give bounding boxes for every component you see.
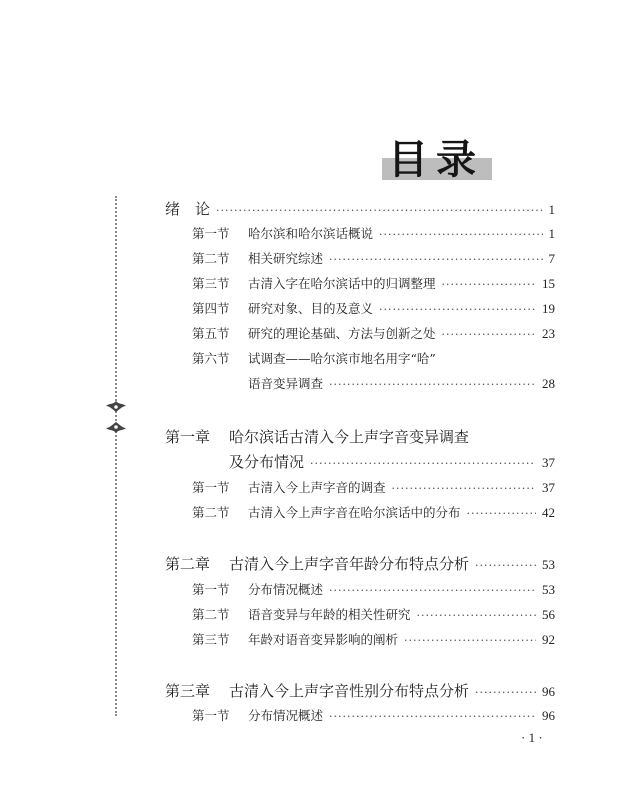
entry-page: 92	[542, 632, 555, 647]
entry-page: 1	[548, 226, 555, 241]
entry-title: 研究的理论基础、方法与创新之处	[248, 326, 436, 341]
entry-page: 19	[542, 301, 555, 316]
entry-page: 1	[548, 202, 555, 217]
entry-number: 第一节	[192, 226, 230, 241]
entry-page: 28	[542, 376, 555, 391]
entry-title: 古清入今上声字音年龄分布特点分析	[229, 555, 470, 573]
entry-number: 第三节	[192, 632, 230, 647]
entry-number: 第二节	[192, 505, 230, 520]
leader-dots	[417, 609, 536, 622]
toc-entry[interactable]	[192, 249, 555, 267]
entry-page: 37	[542, 455, 555, 470]
leader-dots	[475, 559, 536, 572]
leader-dots	[442, 328, 536, 341]
entry-title: 语音变异与年龄的相关性研究	[248, 607, 411, 622]
entry-page: 53	[542, 582, 555, 597]
toc-entry-chapter[interactable]	[165, 426, 555, 447]
entry-number: 第一章	[165, 428, 211, 446]
toc-entry-chapter[interactable]	[165, 553, 555, 574]
leader-dots	[310, 457, 536, 470]
entry-title: 哈尔滨和哈尔滨话概说	[248, 226, 374, 241]
toc-entry[interactable]	[192, 580, 555, 598]
entry-number: 第五节	[192, 326, 230, 341]
page-number: · 1 ·	[521, 730, 543, 745]
entry-number: 第三章	[165, 682, 211, 700]
entry-number: 第二节	[192, 607, 230, 622]
toc-entry-continued[interactable]	[229, 451, 555, 472]
entry-title: 古清入今上声字音在哈尔滨话中的分布	[248, 505, 461, 520]
entry-number: 绪 论	[165, 200, 211, 218]
entry-title: 年龄对语音变异影响的阐析	[248, 632, 399, 647]
entry-page: 15	[542, 276, 555, 291]
entry-page: 37	[542, 480, 555, 495]
leader-dots	[216, 204, 542, 217]
toc-entry[interactable]	[192, 224, 555, 242]
toc-entry[interactable]	[192, 324, 555, 342]
leader-dots	[404, 634, 536, 647]
entry-number: 第四节	[192, 301, 230, 316]
leader-dots	[329, 378, 536, 391]
toc-entry[interactable]	[192, 299, 555, 317]
leader-dots	[379, 303, 536, 316]
entry-title: 古清入今上声字音性别分布特点分析	[229, 682, 470, 700]
entry-number: 第二章	[165, 555, 211, 573]
entry-page: 23	[542, 326, 555, 341]
leader-dots	[467, 507, 536, 520]
toc-entry[interactable]	[192, 349, 555, 367]
toc-entry-continued[interactable]	[248, 374, 555, 392]
entry-title: 古清入今上声字音的调查	[248, 480, 386, 495]
entry-number: 第三节	[192, 276, 230, 291]
entry-number: 第一节	[192, 582, 230, 597]
entry-title: 分布情况概述	[248, 708, 324, 723]
entry-title: 相关研究综述	[248, 251, 324, 266]
toc-entry[interactable]	[192, 630, 555, 648]
entry-title: 分布情况概述	[248, 582, 324, 597]
entry-page: 96	[542, 708, 555, 723]
toc-entry[interactable]	[192, 274, 555, 292]
leader-dots	[475, 686, 536, 699]
entry-title: 语音变异调查	[248, 376, 324, 391]
toc-title-text: 目录	[388, 137, 484, 183]
leader-dots	[379, 228, 542, 241]
toc-entry-intro[interactable]	[165, 198, 555, 219]
leader-dots	[329, 253, 542, 266]
entry-title: 及分布情况	[229, 453, 305, 471]
toc-entry[interactable]	[192, 478, 555, 496]
entry-page: 53	[542, 557, 555, 572]
entry-number: 第一节	[192, 480, 230, 495]
leader-dots	[442, 278, 536, 291]
entry-title: 古清入字在哈尔滨话中的归调整理	[248, 276, 436, 291]
toc-entry[interactable]	[192, 503, 555, 521]
toc-entry[interactable]	[192, 706, 555, 724]
leader-dots	[329, 584, 536, 597]
entry-number: 第二节	[192, 251, 230, 266]
entry-title: 研究对象、目的及意义	[248, 301, 374, 316]
entry-number: 第六节	[192, 351, 230, 366]
leader-dots	[392, 482, 536, 495]
leader-dots	[329, 710, 536, 723]
entry-page: 7	[548, 251, 555, 266]
entry-page: 56	[542, 607, 555, 622]
entry-page: 42	[542, 505, 555, 520]
entry-title: 哈尔滨话古清入今上声字音变异调查	[229, 428, 470, 446]
entry-title: 试调查——哈尔滨市地名用字“哈”	[248, 351, 436, 366]
toc-entry[interactable]	[192, 605, 555, 623]
entry-page: 96	[542, 684, 555, 699]
entry-number: 第一节	[192, 708, 230, 723]
toc-entry-chapter[interactable]	[165, 680, 555, 701]
